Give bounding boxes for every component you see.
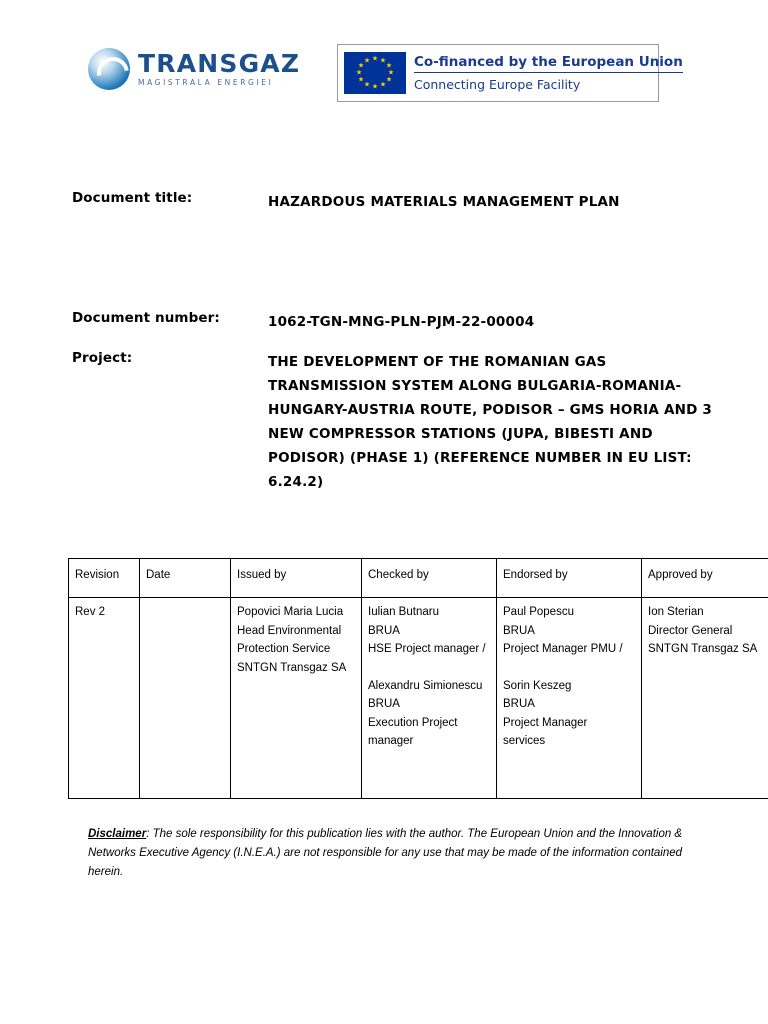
disclaimer-heading: Disclaimer [88,828,147,840]
cell-checked-by [362,598,497,799]
checked-line-3: HSE Project manager / [368,643,486,655]
cell-approved-by [642,598,768,799]
cell-revision: Rev 2 [69,598,140,799]
checked-line-7: manager [368,735,414,747]
header-endorsed-by: Endorsed by [497,559,642,598]
issued-line-2: Head Environmental [237,624,342,637]
document-title-row [72,190,712,214]
disclaimer [88,825,686,882]
table-header-row [69,559,768,598]
approved-line-2: Director General [648,624,733,637]
transgaz-logo [88,48,300,90]
cell-endorsed-by [497,598,642,799]
endorsed-line-2: BRUA [503,624,535,637]
eu-banner-line1: Co-financed by the European Union [414,54,683,73]
checked-line-6: Execution Project [368,716,458,729]
checked-line-2: BRUA [368,624,400,637]
cell-date [140,598,231,799]
cell-issued-by [231,598,362,799]
header-checked-by: Checked by [362,559,497,598]
header-issued-by: Issued by [231,559,362,598]
checked-line-5: BRUA [368,698,400,710]
endorsed-line-4: Sorin Keszeg [503,679,572,692]
transgaz-logo-text [138,51,300,87]
document-title-value: HAZARDOUS MATERIALS MANAGEMENT PLAN [268,194,620,210]
checked-spacer [368,659,490,677]
logo-tagline: MAGISTRALA ENERGIEI [138,78,274,88]
endorsed-line-3: Project Manager PMU / [503,643,623,655]
eu-banner-line2: Connecting Europe Facility [414,77,581,92]
revision-table [68,558,768,799]
document-number-label: Document number: [72,310,220,326]
issued-line-3: Protection Service [237,643,331,655]
endorsed-line-1: Paul Popescu [503,606,574,618]
approved-line-3: SNTGN Transgaz SA [648,643,758,655]
document-header [0,40,768,110]
eu-banner-texts [414,54,683,92]
eu-flag-icon: ★ ★ ★ ★ ★ ★ ★ ★ ★ ★ ★ ★ [344,52,406,94]
header-date: Date [140,559,231,598]
document-project-label: Project: [72,350,133,366]
checked-line-1: Iulian Butnaru [368,606,439,618]
document-number-row [72,310,712,334]
header-revision: Revision [69,559,140,598]
table-row [69,598,768,799]
endorsed-line-7: services [503,735,546,747]
document-title-label: Document title: [72,190,193,206]
endorsed-line-5: BRUA [503,698,535,710]
endorsed-spacer [503,659,635,677]
logo-company-name: TRANSGAZ [138,49,301,79]
eu-cofinancing-banner [337,44,683,102]
disclaimer-text: : The sole responsibility for this publication lies with the author. The European Union and the Innovation & Networks Executive Agency (I.N.E.A.) are not responsible for any use that may be made of the information contained herein. [88,828,683,878]
endorsed-line-6: Project Manager [503,716,588,729]
header-approved-by: Approved by [642,559,768,598]
checked-line-4: Alexandru Simionescu [368,679,483,692]
approved-line-1: Ion Sterian [648,606,704,618]
document-project-row [72,350,712,494]
document-number-value: 1062-TGN-MNG-PLN-PJM-22-00004 [268,314,535,330]
document-project-value: THE DEVELOPMENT OF THE ROMANIAN GAS TRANSMISSION SYSTEM ALONG BULGARIA-ROMANIA-HUNGARY-AUSTRIA ROUTE, PODISOR – GMS HORIA AND 3 NEW COMPRESSOR STATIONS (JUPA, BIBESTI AND PODISOR) (PHASE 1) (REFERENCE NUMBER IN EU LIST: 6.24.2) [268,354,712,490]
issued-line-4: SNTGN Transgaz SA [237,661,347,674]
issued-line-1: Popovici Maria Lucia [237,606,344,618]
transgaz-swirl-icon [88,48,130,90]
